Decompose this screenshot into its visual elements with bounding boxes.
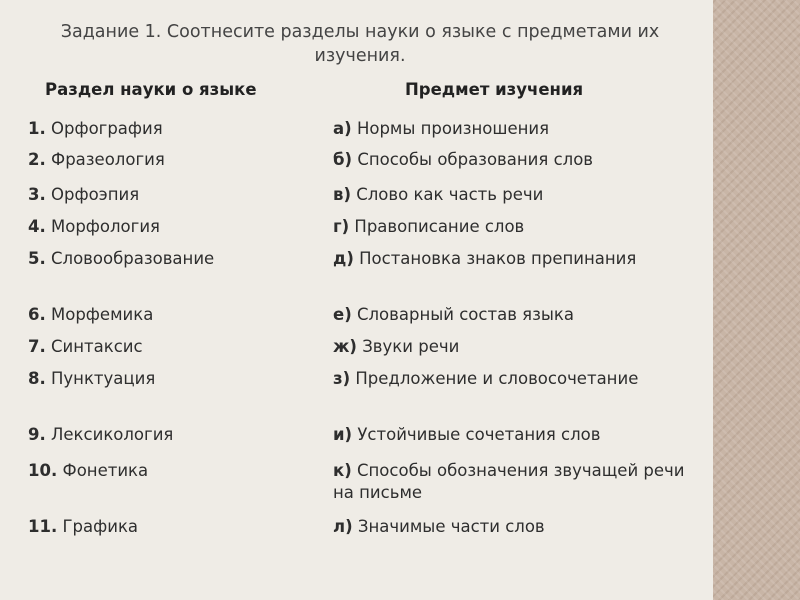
- subject-cell: [333, 336, 693, 358]
- subject-cell: [333, 424, 693, 446]
- task-title: Задание 1. Соотнесите разделы науки о языке с предметами их изучения.: [60, 22, 660, 66]
- section-name: Синтаксис: [51, 337, 143, 356]
- subject-cell: [333, 216, 693, 238]
- section-cell: [28, 118, 163, 140]
- subject-cell: [333, 516, 693, 538]
- row-letter: б): [333, 150, 353, 169]
- subject-cell: [333, 460, 693, 504]
- subject-cell: [333, 184, 693, 206]
- subject-text: Словарный состав языка: [356, 305, 574, 324]
- subject-cell: [333, 149, 693, 171]
- subject-text: Устойчивые сочетания слов: [357, 425, 601, 444]
- subject-cell: [333, 304, 693, 326]
- row-number: 9.: [28, 425, 46, 444]
- subject-text: Способы образования слов: [357, 150, 594, 169]
- subject-text: Правописание слов: [354, 217, 525, 236]
- section-cell: [28, 516, 138, 538]
- row-number: 10.: [28, 461, 58, 480]
- section-cell: [28, 424, 173, 446]
- row-letter: г): [333, 217, 350, 236]
- subject-text: Нормы произношения: [356, 119, 550, 138]
- subject-text: Значимые части слов: [357, 517, 545, 536]
- subject-text: Способы обозначения звучащей речи на письме: [333, 461, 685, 502]
- row-number: 5.: [28, 249, 46, 268]
- side-band-texture: [713, 0, 800, 600]
- row-number: 1.: [28, 119, 46, 138]
- subject-text: Предложение и словосочетание: [355, 369, 639, 388]
- subject-cell: [333, 368, 693, 390]
- row-letter: ж): [333, 337, 357, 356]
- section-name: Фразеология: [51, 150, 165, 169]
- section-cell: [28, 368, 155, 390]
- row-number: 8.: [28, 369, 46, 388]
- section-cell: [28, 248, 214, 270]
- section-cell: [28, 149, 165, 171]
- section-cell: [28, 184, 139, 206]
- subject-text: Звуки речи: [362, 337, 460, 356]
- row-number: 3.: [28, 185, 46, 204]
- row-letter: к): [333, 461, 352, 480]
- column-header-subject: Предмет изучения: [405, 80, 584, 99]
- subject-text: Слово как часть речи: [356, 185, 544, 204]
- row-number: 6.: [28, 305, 46, 324]
- section-cell: [28, 336, 143, 358]
- subject-cell: [333, 118, 693, 140]
- row-number: 4.: [28, 217, 46, 236]
- section-name: Орфоэпия: [51, 185, 140, 204]
- row-letter: л): [333, 517, 353, 536]
- subject-text: Постановка знаков препинания: [359, 249, 637, 268]
- section-name: Орфография: [51, 119, 163, 138]
- section-cell: [28, 216, 160, 238]
- subject-cell: [333, 248, 693, 270]
- section-name: Морфемика: [51, 305, 154, 324]
- row-number: 2.: [28, 150, 46, 169]
- row-letter: а): [333, 119, 352, 138]
- column-header-section: Раздел науки о языке: [45, 80, 257, 99]
- row-letter: и): [333, 425, 353, 444]
- section-name: Пунктуация: [51, 369, 156, 388]
- section-cell: [28, 460, 148, 482]
- row-number: 7.: [28, 337, 46, 356]
- section-name: Графика: [62, 517, 139, 536]
- row-number: 11.: [28, 517, 58, 536]
- section-name: Словообразование: [51, 249, 215, 268]
- row-letter: д): [333, 249, 354, 268]
- row-letter: з): [333, 369, 351, 388]
- section-name: Лексикология: [51, 425, 174, 444]
- row-letter: е): [333, 305, 352, 324]
- section-cell: [28, 304, 153, 326]
- section-name: Фонетика: [62, 461, 149, 480]
- section-name: Морфология: [51, 217, 160, 236]
- row-letter: в): [333, 185, 351, 204]
